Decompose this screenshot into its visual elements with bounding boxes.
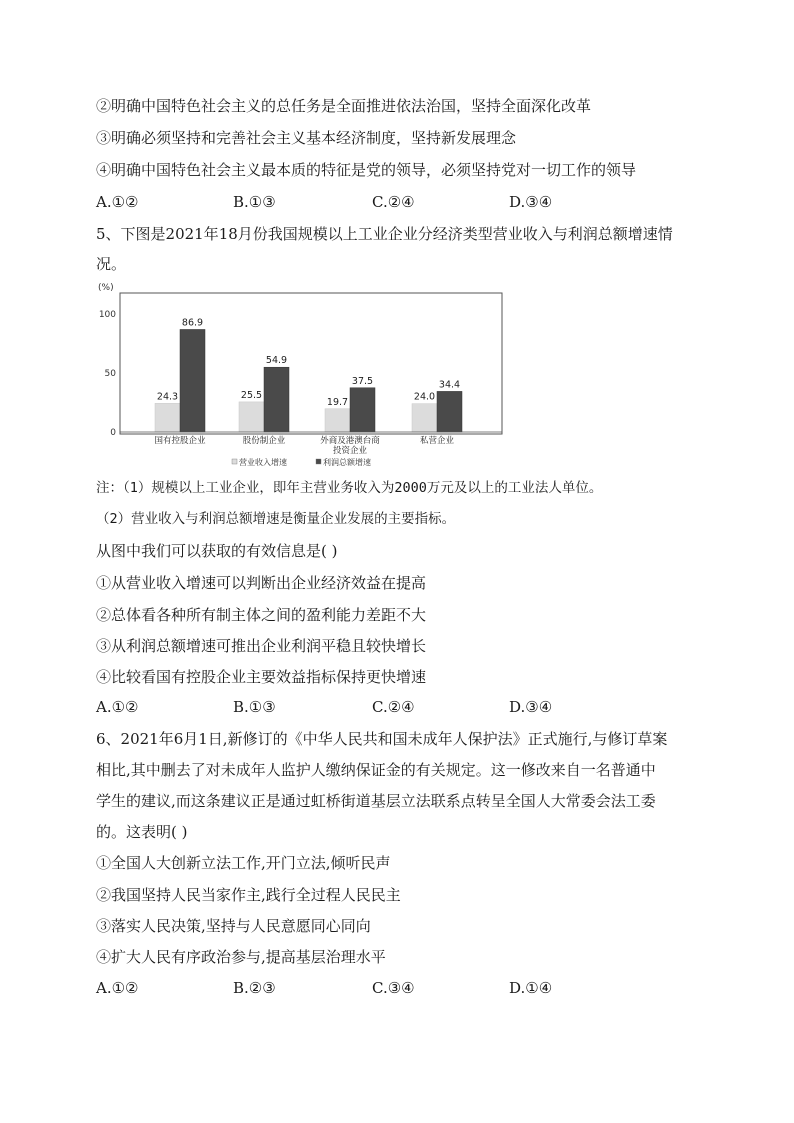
legend-swatch-1 <box>316 459 321 464</box>
q4-option-c: C.②④ <box>372 193 415 211</box>
q6-statement-3: ③落实人民决策,坚持与人民意愿同心同向 <box>96 917 371 935</box>
bar-value-label-0-0: 24.3 <box>156 391 179 403</box>
q4-statement-3: ③明确必须坚持和完善社会主义基本经济制度，坚持新发展理念 <box>96 129 517 147</box>
bar-value-label-0-1: 25.5 <box>240 389 263 401</box>
q5-option-d: D.③④ <box>509 698 553 716</box>
category-label-2: 外商及港澳台商投资企业 <box>320 436 380 456</box>
bar-value-label-1-2: 37.5 <box>351 375 374 387</box>
bar-value-label-0-2: 19.7 <box>326 396 349 408</box>
category-label-3: 私营企业 <box>419 436 455 446</box>
q6-stem-line-4: 的。这表明( ) <box>96 823 188 841</box>
bar-profit-1 <box>264 367 289 432</box>
bar-value-label-1-0: 86.9 <box>181 317 204 329</box>
bar-profit-0 <box>180 329 205 432</box>
bar-profit-2 <box>350 388 375 432</box>
q6-statement-1: ①全国人大创新立法工作,开门立法,倾听民声 <box>96 854 391 872</box>
q6-stem-line-3: 学生的建议,而这条建议正是通过虹桥街道基层立法联系点转呈全国人大常委会法工委 <box>96 792 656 810</box>
bar-revenue-0 <box>155 403 180 432</box>
q5-statement-1: ①从营业收入增速可以判断出企业经济效益在提高 <box>96 574 427 592</box>
q5-option-b: B.①③ <box>233 698 276 716</box>
q6-option-a: A.①② <box>96 979 139 997</box>
category-label-0: 国有控股企业 <box>154 436 206 446</box>
q5-stem-line-2: 况。 <box>96 255 127 273</box>
q4-option-b: B.①③ <box>233 193 276 211</box>
q5-note-1: 注：（1）规模以上工业企业，即年主营业务收入为2000万元及以上的工业法人单位。 <box>96 480 603 496</box>
y-tick-label-0: 0 <box>110 428 116 438</box>
q6-statement-2: ②我国坚持人民当家作主,践行全过程人民民主 <box>96 886 401 904</box>
q5-statement-3: ③从利润总额增速可推出企业利润平稳且较快增长 <box>96 637 427 655</box>
y-tick-label-1: 50 <box>104 369 116 379</box>
q5-question: 从图中我们可以获取的有效信息是( ) <box>96 542 338 560</box>
bar-revenue-2 <box>325 409 350 432</box>
q5-statement-2: ②总体看各种所有制主体之间的盈利能力差距不大 <box>96 606 427 624</box>
q5-statement-4: ④比较看国有控股企业主要效益指标保持更快增速 <box>96 668 427 686</box>
bar-value-label-1-3: 34.4 <box>438 379 461 391</box>
q6-option-d: D.①④ <box>509 979 553 997</box>
bar-value-label-0-3: 24.0 <box>413 391 436 403</box>
bar-revenue-1 <box>239 402 264 432</box>
q4-statement-2: ②明确中国特色社会主义的总任务是全面推进依法治国，坚持全面深化改革 <box>96 97 592 115</box>
q6-stem-line-2: 相比,其中删去了对未成年人监护人缴纳保证金的有关规定。这一修改来自一名普通中 <box>96 761 656 779</box>
q6-stem-line-1: 6、2021年6月1日,新修订的《中华人民共和国未成年人保护法》正式施行,与修订草案 <box>96 730 668 748</box>
q6-option-b: B.②③ <box>233 979 276 997</box>
q5-option-a: A.①② <box>96 698 139 716</box>
q6-option-c: C.③④ <box>372 979 415 997</box>
category-label-1: 股份制企业 <box>242 436 286 446</box>
y-unit-label: (%) <box>98 283 114 293</box>
bar-revenue-3 <box>412 404 437 432</box>
legend-label-0: 营业收入增速 <box>239 458 287 467</box>
q5-option-c: C.②④ <box>372 698 415 716</box>
bar-profit-3 <box>437 391 462 432</box>
q4-option-a: A.①② <box>96 193 139 211</box>
q4-option-d: D.③④ <box>509 193 553 211</box>
q4-statement-4: ④明确中国特色社会主义最本质的特征是党的领导，必须坚持党对一切工作的领导 <box>96 161 637 179</box>
y-tick-label-2: 100 <box>98 310 116 320</box>
q6-statement-4: ④扩大人民有序政治参与,提高基层治理水平 <box>96 948 386 966</box>
legend-swatch-0 <box>232 459 237 464</box>
q5-note-2: （2）营业收入与利润总额增速是衡量企业发展的主要指标。 <box>96 511 456 527</box>
legend-label-1: 利润总额增速 <box>323 458 371 467</box>
q5-stem-line-1: 5、下图是2021年18月份我国规模以上工业企业分经济类型营业收入与利润总额增速情 <box>96 225 673 243</box>
bar-value-label-1-1: 54.9 <box>265 355 288 367</box>
growth-bar-chart <box>96 282 506 472</box>
